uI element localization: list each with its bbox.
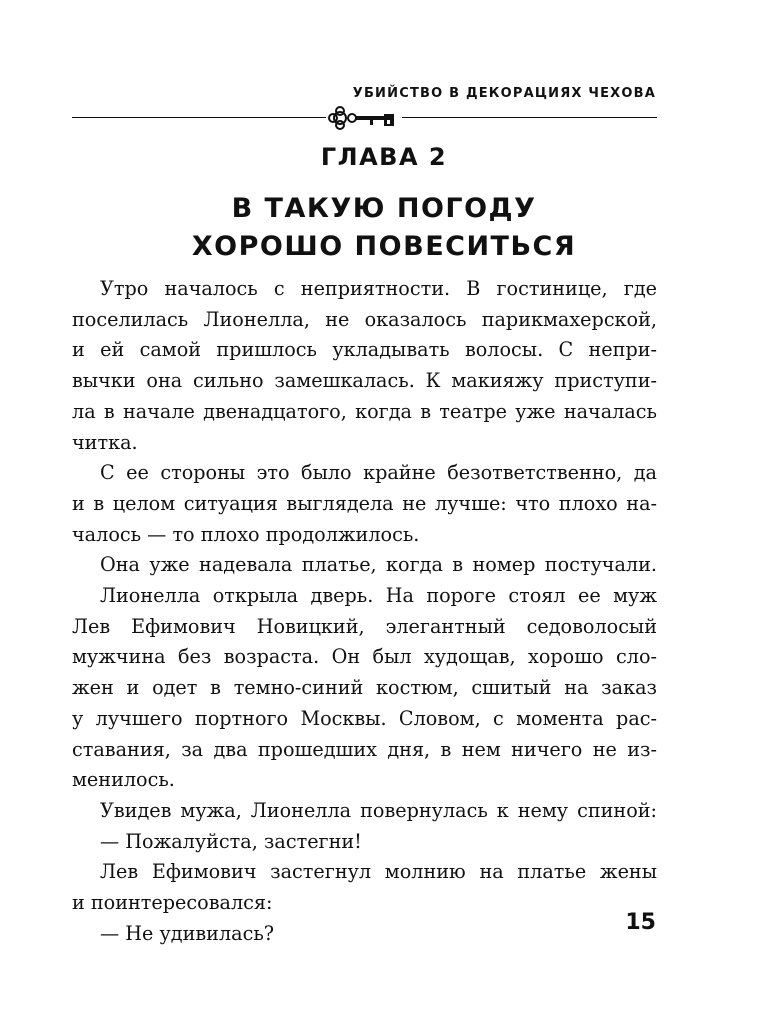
key-icon bbox=[326, 104, 402, 132]
text-line: ла в начале двенадцатого, когда в театре уже началась bbox=[72, 399, 657, 423]
text-line: Лионелла открыла дверь. На пороге стоял ее муж bbox=[100, 584, 657, 608]
text-line: Увидев мужа, Лионелла повернулась к нему спиной: bbox=[100, 798, 657, 822]
text-line: — Пожалуйста, застегни! bbox=[100, 829, 362, 853]
page-number: 15 bbox=[625, 910, 656, 935]
text-line: и в целом ситуация выглядела не лучше: что плохо на- bbox=[72, 491, 657, 515]
chapter-title bbox=[0, 190, 768, 266]
text-line: читка. bbox=[72, 430, 138, 454]
running-head: УБИЙСТВО В ДЕКОРАЦИЯХ ЧЕХОВА bbox=[352, 86, 656, 101]
text-line: Лев Ефимович застегнул молнию на платье жены bbox=[100, 860, 657, 884]
text-line: — Не удивилась? bbox=[100, 921, 275, 945]
text-line: Утро началось с неприятности. В гостинице, где bbox=[100, 277, 657, 300]
text-line: вычки она сильно замешкалась. К макияжу приступи- bbox=[72, 369, 657, 393]
text-line: поселилась Лионелла, не оказалось парикмахерской, bbox=[72, 307, 657, 331]
chapter-label: ГЛАВА 2 bbox=[320, 143, 448, 171]
chapter-title-line: В ТАКУЮ ПОГОДУ bbox=[231, 193, 537, 224]
text-line: у лучшего портного Москвы. Словом, с момента рас- bbox=[72, 706, 657, 730]
text-line: и поинтересовался: bbox=[72, 891, 273, 915]
text-line: и ей самой пришлось укладывать волосы. С непри- bbox=[72, 338, 657, 362]
text-line: жен и одет в темно-синий костюм, сшитый на заказ bbox=[72, 676, 657, 700]
text-line: менилось. bbox=[72, 768, 175, 792]
text-line: ставания, за два прошедших дня, в нем ничего не из- bbox=[72, 737, 657, 761]
text-line: Лев Ефимович Новицкий, элегантный седоволосый bbox=[72, 614, 657, 638]
text-line: С ее стороны это было крайне безответственно, да bbox=[100, 461, 657, 485]
text-line: мужчина без возраста. Он был худощав, хорошо сло- bbox=[72, 645, 657, 669]
text-line: Она уже надевала платье, когда в номер постучали. bbox=[100, 553, 657, 577]
text-line: чалось — то плохо продолжилось. bbox=[72, 522, 420, 546]
chapter-title-line: ХОРОШО ПОВЕСИТЬСЯ bbox=[191, 231, 577, 262]
body-text bbox=[72, 274, 657, 949]
